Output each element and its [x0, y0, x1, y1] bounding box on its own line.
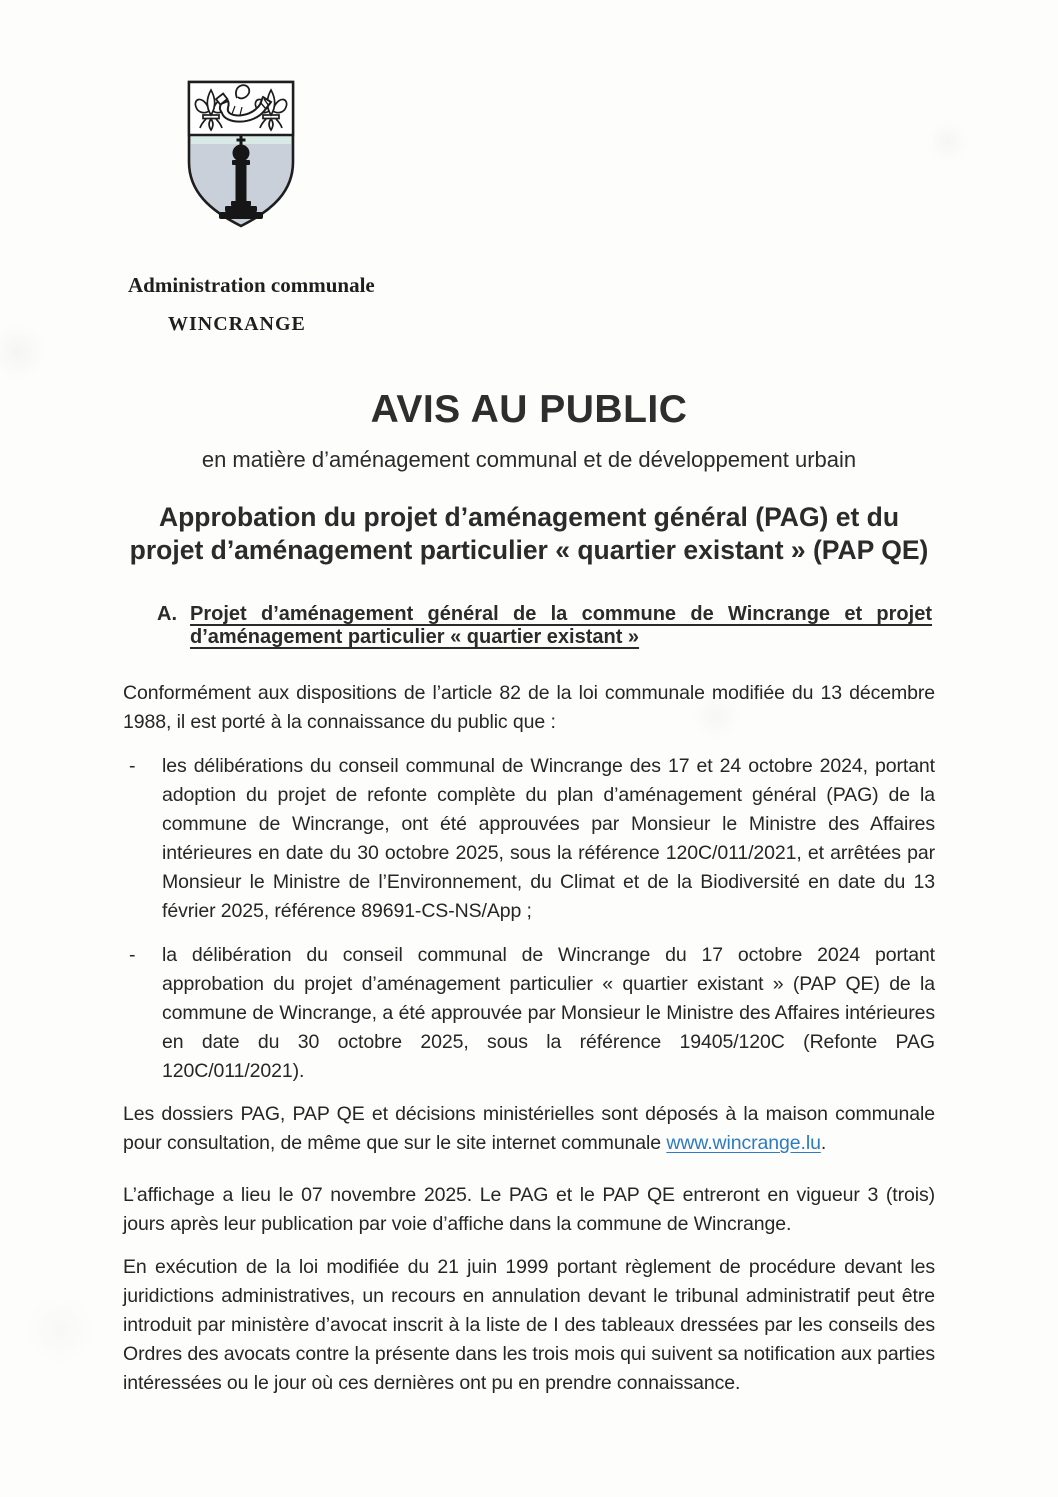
bullet-marker: - [129, 755, 136, 777]
notice-title: AVIS AU PUBLIC [370, 388, 688, 431]
notice-subtitle: en matière d’aménagement communal et de développement urbain [201, 447, 857, 472]
recours-paragraph: En exécution de la loi modifiée du 21 juin 1999 portant règlement de procédure devant les juridictions administratives, un recours en annulation devant le tribunal administratif peut être introduit par ministère d’avocat inscrit à la liste de I des tableaux dressées par les conseils des Ordres des avocats contre la présente dans les trois mois qui suivent sa notification aux parties intéressées ou le jour où ces dernières ont pu en prendre connaissance. [123, 1256, 935, 1394]
bullet-text: les délibérations du conseil communal de Wincrange des 17 et 24 octobre 2024, portant adoption du projet de refonte complète du plan d’aménagement général (PAG) de la commune de Wincrange, ont été approuvées par Monsieur le Ministre des Affaires intérieures en date du 30 octobre 2025, sous la référence 120C/011/2021, et arrêtées par Monsieur le Ministre de l’Environnement, du Climat et de la Biodiversité en date du 13 février 2025, référence 89691-CS-NS/App ; [162, 755, 935, 922]
wincrange-website-link[interactable]: www.wincrange.lu [666, 1132, 821, 1154]
section-a-heading [123, 603, 935, 649]
dossiers-paragraph [123, 1100, 935, 1158]
section-a-text: Projet d’aménagement général de la commune de Wincrange et projet d’aménagement particulier « quartier existant » [190, 603, 932, 648]
org-name: Administration communale [128, 273, 375, 297]
section-a-marker: A. [157, 603, 177, 625]
org-city: WINCRANGE [168, 313, 306, 335]
affichage-paragraph: L’affichage a lieu le 07 novembre 2025. Le PAG et le PAP QE entreront en vigueur 3 (trois) jours après leur publication par voie d’affiche dans la commune de Wincrange. [123, 1184, 935, 1235]
notice-heading: Approbation du projet d’aménagement général (PAG) et du projet d’aménagement particulier « quartier existant » (PAP QE) [129, 502, 929, 565]
letterhead [128, 73, 548, 336]
dossiers-text-before: Les dossiers PAG, PAP QE et décisions ministérielles sont déposés à la maison communale pour consultation, de même que sur le site internet communale [123, 1103, 935, 1154]
notice-body [123, 388, 935, 1398]
list-item [123, 941, 935, 1086]
bullet-marker: - [129, 944, 136, 966]
intro-paragraph: Conformément aux dispositions de l’article 82 de la loi communale modifiée du 13 décembre 1988, il est porté à la connaissance du public que : [123, 682, 935, 733]
dossiers-text-after: . [820, 1132, 827, 1154]
shield-chief [189, 82, 293, 135]
notice-paragraphs [123, 679, 935, 1398]
list-item [123, 752, 935, 926]
bullet-text: la délibération du conseil communal de Wincrange du 17 octobre 2024 portant approbation du projet d’aménagement particulier « quartier existant » (PAP QE) de la commune de Wincrange, a été approuvée par Monsieur le Ministre des Affaires intérieures en date du 30 octobre 2025, sous la référence 19405/120C (Refonte PAG 120C/011/2021). [162, 944, 935, 1082]
coat-of-arms [180, 73, 302, 233]
